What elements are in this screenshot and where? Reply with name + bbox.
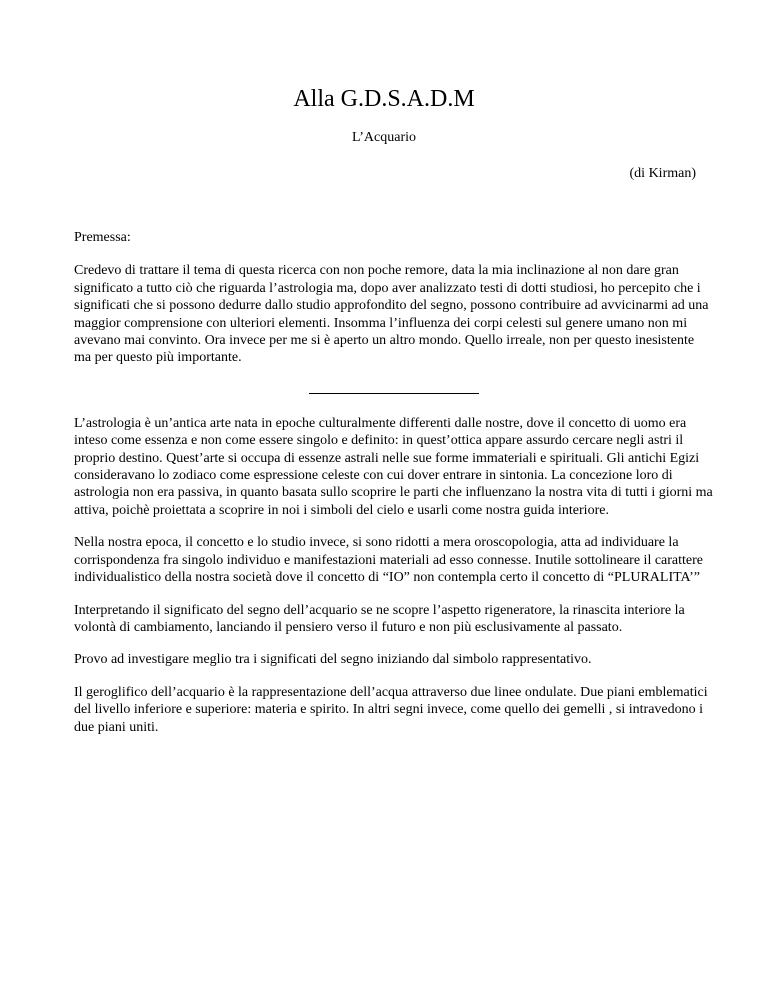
paragraph-symbol-intro: Provo ad investigare meglio tra i significati del segno iniziando dal simbolo rappresentativo. (74, 652, 592, 668)
document-title: Alla G.D.S.A.D.M (293, 86, 475, 112)
premise-paragraph: Credevo di trattare il tema di questa ricerca con non poche remore, data la mia inclinazione al non dare gran significato a tutto ciò che riguarda l’astrologia ma, dopo aver analizzato testi di dotti studiosi, ho percepito che i significati che si possono dedurre dallo studio approfondito del segno, possono contribuire ad avvicinarmi ad una maggior comprensione con ulteriori elementi. Insomma l’influenza dei corpi celesti sul genere umano non mi avevano mai convinto. Ora invece per me si è aperto un altro mondo. Quello irreale, non per questo inesistente ma per questo più importante. (74, 263, 709, 366)
paragraph-modern-era: Nella nostra epoca, il concetto e lo studio invece, si sono ridotti a mera oroscopologia, atta ad individuare la corrispondenza fra singolo individuo e manifestazioni materiali ad esso connesse. Inutile sottolineare il carattere individualistico della nostra società dove il concetto di “IO” non contempla certo il concetto di “PLURALITA’” (74, 535, 704, 586)
paragraph-astrology-history: L’astrologia è un’antica arte nata in epoche culturalmente differenti dalle nostre, dove il concetto di uomo era inteso come essenza e non come essere singolo e definito: in quest’ottica appare assurdo cercare negli astri il proprio destino. Quest’arte si occupa di essenze astrali nelle sue forme immateriali e spirituali. Gli antichi Egizi consideravano lo zodiaco come espressione celeste con cui dover entrare in sintonia. La concezione loro di astrologia non era passiva, in quanto basata sullo scoprire le parti che influenzano la nostra vita di tutti i giorni ma attiva, poichè proiettata a scoprire in noi i simboli del cielo e usarli come nostra guida interiore. (74, 415, 713, 518)
paragraph-interpretation: Interpretando il significato del segno dell’acquario se ne scopre l’aspetto rigeneratore, la rinascita interiore la volontà di cambiamento, lanciando il pensiero verso il futuro e non più esclusivamente al passato. (74, 602, 685, 635)
document-subtitle: L’Acquario (351, 130, 417, 145)
paragraph-hieroglyph: Il geroglifico dell’acquario è la rappresentazione dell’acqua attraverso due linee ondulate. Due piani emblematici del livello inferiore e superiore: materia e spirito. In altri segni invece, come quello dei gemelli , si intravedono i due piani uniti. (74, 684, 708, 735)
document-body (74, 229, 714, 751)
section-divider (74, 382, 714, 399)
document-author: (di Kirman) (629, 166, 696, 181)
premise-label: Premessa: (74, 230, 131, 245)
